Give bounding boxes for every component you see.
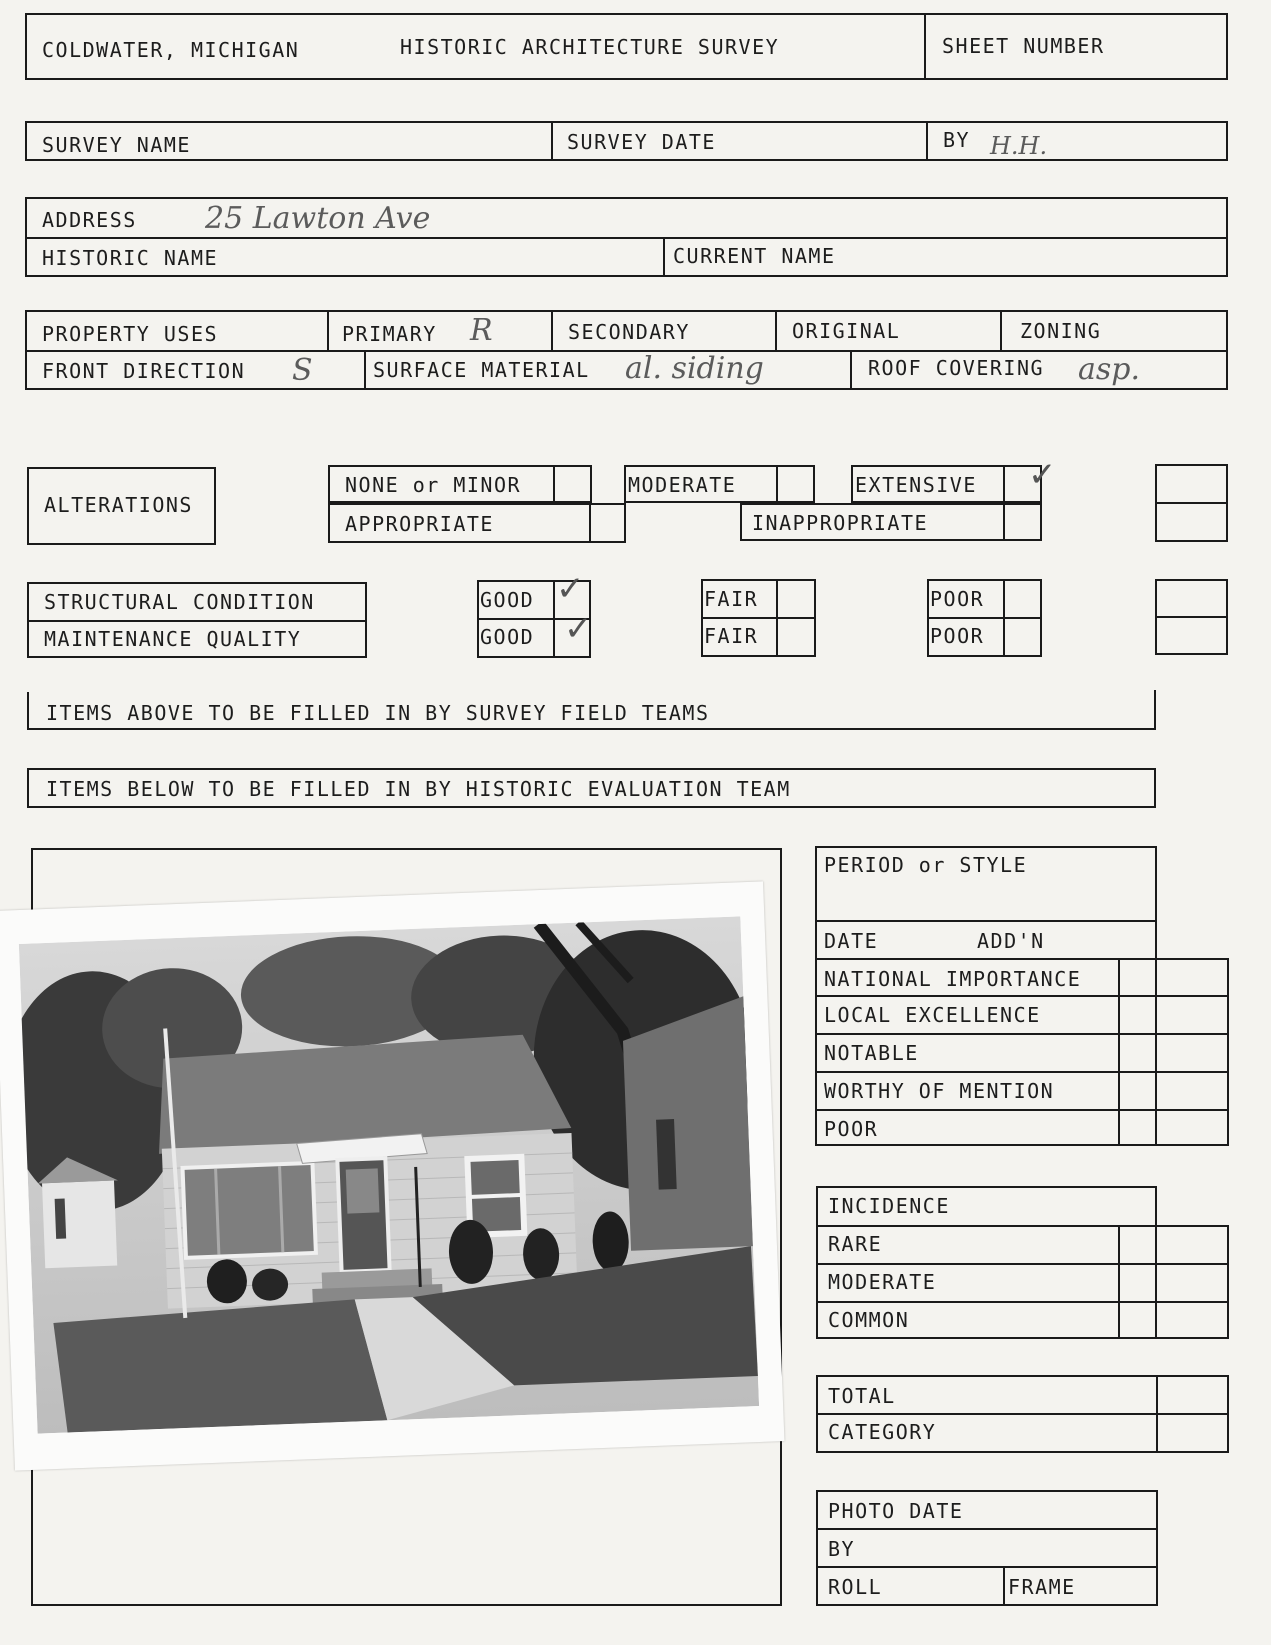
house-photo: [19, 916, 759, 1433]
maintenance-good: GOOD: [480, 625, 535, 649]
roof-covering-label: ROOF COVERING: [868, 356, 1045, 380]
incidence-title: INCIDENCE: [828, 1194, 950, 1218]
eval-notable: NOTABLE: [824, 1041, 919, 1065]
alt-appropriate: APPROPRIATE: [345, 512, 494, 536]
structural-good-check: ✓: [556, 569, 585, 609]
extensive-check: ✓: [1028, 455, 1057, 495]
surface-material-value: al. siding: [625, 351, 764, 386]
incidence-rare: RARE: [828, 1232, 883, 1256]
incidence-moderate: MODERATE: [828, 1270, 937, 1294]
maintenance-fair: FAIR: [704, 624, 759, 648]
incidence-score-column: [1118, 1225, 1229, 1339]
incidence-common: COMMON: [828, 1308, 910, 1332]
addn-label: ADD'N: [977, 929, 1045, 953]
alt-extensive: EXTENSIVE: [855, 473, 977, 497]
evaluation-score-column: [1118, 958, 1229, 1146]
eval-local-excellence: LOCAL EXCELLENCE: [824, 1003, 1041, 1027]
maintenance-poor: POOR: [930, 624, 985, 648]
date-label: DATE: [824, 929, 879, 953]
secondary-label: SECONDARY: [568, 320, 690, 344]
alt-inappropriate: INAPPROPRIATE: [752, 511, 929, 535]
structural-condition-label: STRUCTURAL CONDITION: [44, 590, 315, 614]
frame-label: FRAME: [1008, 1575, 1076, 1599]
eval-worthy-of-mention: WORTHY OF MENTION: [824, 1079, 1055, 1103]
front-direction-label: FRONT DIRECTION: [42, 359, 246, 383]
note-above: ITEMS ABOVE TO BE FILLED IN BY SURVEY FIELD TEAMS: [46, 701, 710, 725]
address-label: ADDRESS: [42, 208, 137, 232]
eval-national-importance: NATIONAL IMPORTANCE: [824, 967, 1082, 991]
survey-date-label: SURVEY DATE: [567, 130, 716, 154]
original-label: ORIGINAL: [792, 319, 901, 343]
roll-label: ROLL: [828, 1575, 883, 1599]
period-style-label: PERIOD or STYLE: [824, 853, 1028, 877]
sheet-number-label: SHEET NUMBER: [942, 34, 1105, 58]
maintenance-good-check: ✓: [564, 609, 593, 649]
primary-value: R: [470, 313, 493, 348]
alterations-label: ALTERATIONS: [44, 493, 193, 517]
photo-by-label: BY: [828, 1537, 856, 1561]
current-name-label: CURRENT NAME: [673, 244, 836, 268]
location-text: COLDWATER, MICHIGAN: [42, 38, 300, 62]
maintenance-quality-label: MAINTENANCE QUALITY: [44, 627, 302, 651]
property-uses-label: PROPERTY USES: [42, 322, 219, 346]
note-below: ITEMS BELOW TO BE FILLED IN BY HISTORIC EVALUATION TEAM: [46, 777, 791, 801]
category-label: CATEGORY: [828, 1420, 937, 1444]
front-direction-value: S: [292, 353, 313, 388]
by-value: H.H.: [990, 132, 1048, 160]
primary-label: PRIMARY: [342, 322, 437, 346]
structural-good: GOOD: [480, 588, 535, 612]
photo-date-label: PHOTO DATE: [828, 1499, 964, 1523]
by-label: BY: [943, 128, 971, 152]
alt-moderate: MODERATE: [628, 473, 737, 497]
structural-poor: POOR: [930, 587, 985, 611]
structural-fair: FAIR: [704, 587, 759, 611]
attached-photo: [0, 881, 784, 1470]
zoning-label: ZONING: [1020, 319, 1102, 343]
form-title: HISTORIC ARCHITECTURE SURVEY: [400, 35, 780, 59]
eval-poor: POOR: [824, 1117, 879, 1141]
alt-none-minor: NONE or MINOR: [345, 473, 522, 497]
historic-name-label: HISTORIC NAME: [42, 246, 219, 270]
roof-covering-value: asp.: [1078, 352, 1141, 387]
total-label: TOTAL: [828, 1384, 896, 1408]
surface-material-label: SURFACE MATERIAL: [373, 358, 590, 382]
survey-name-label: SURVEY NAME: [42, 133, 191, 157]
address-value: 25 Lawton Ave: [205, 201, 431, 236]
